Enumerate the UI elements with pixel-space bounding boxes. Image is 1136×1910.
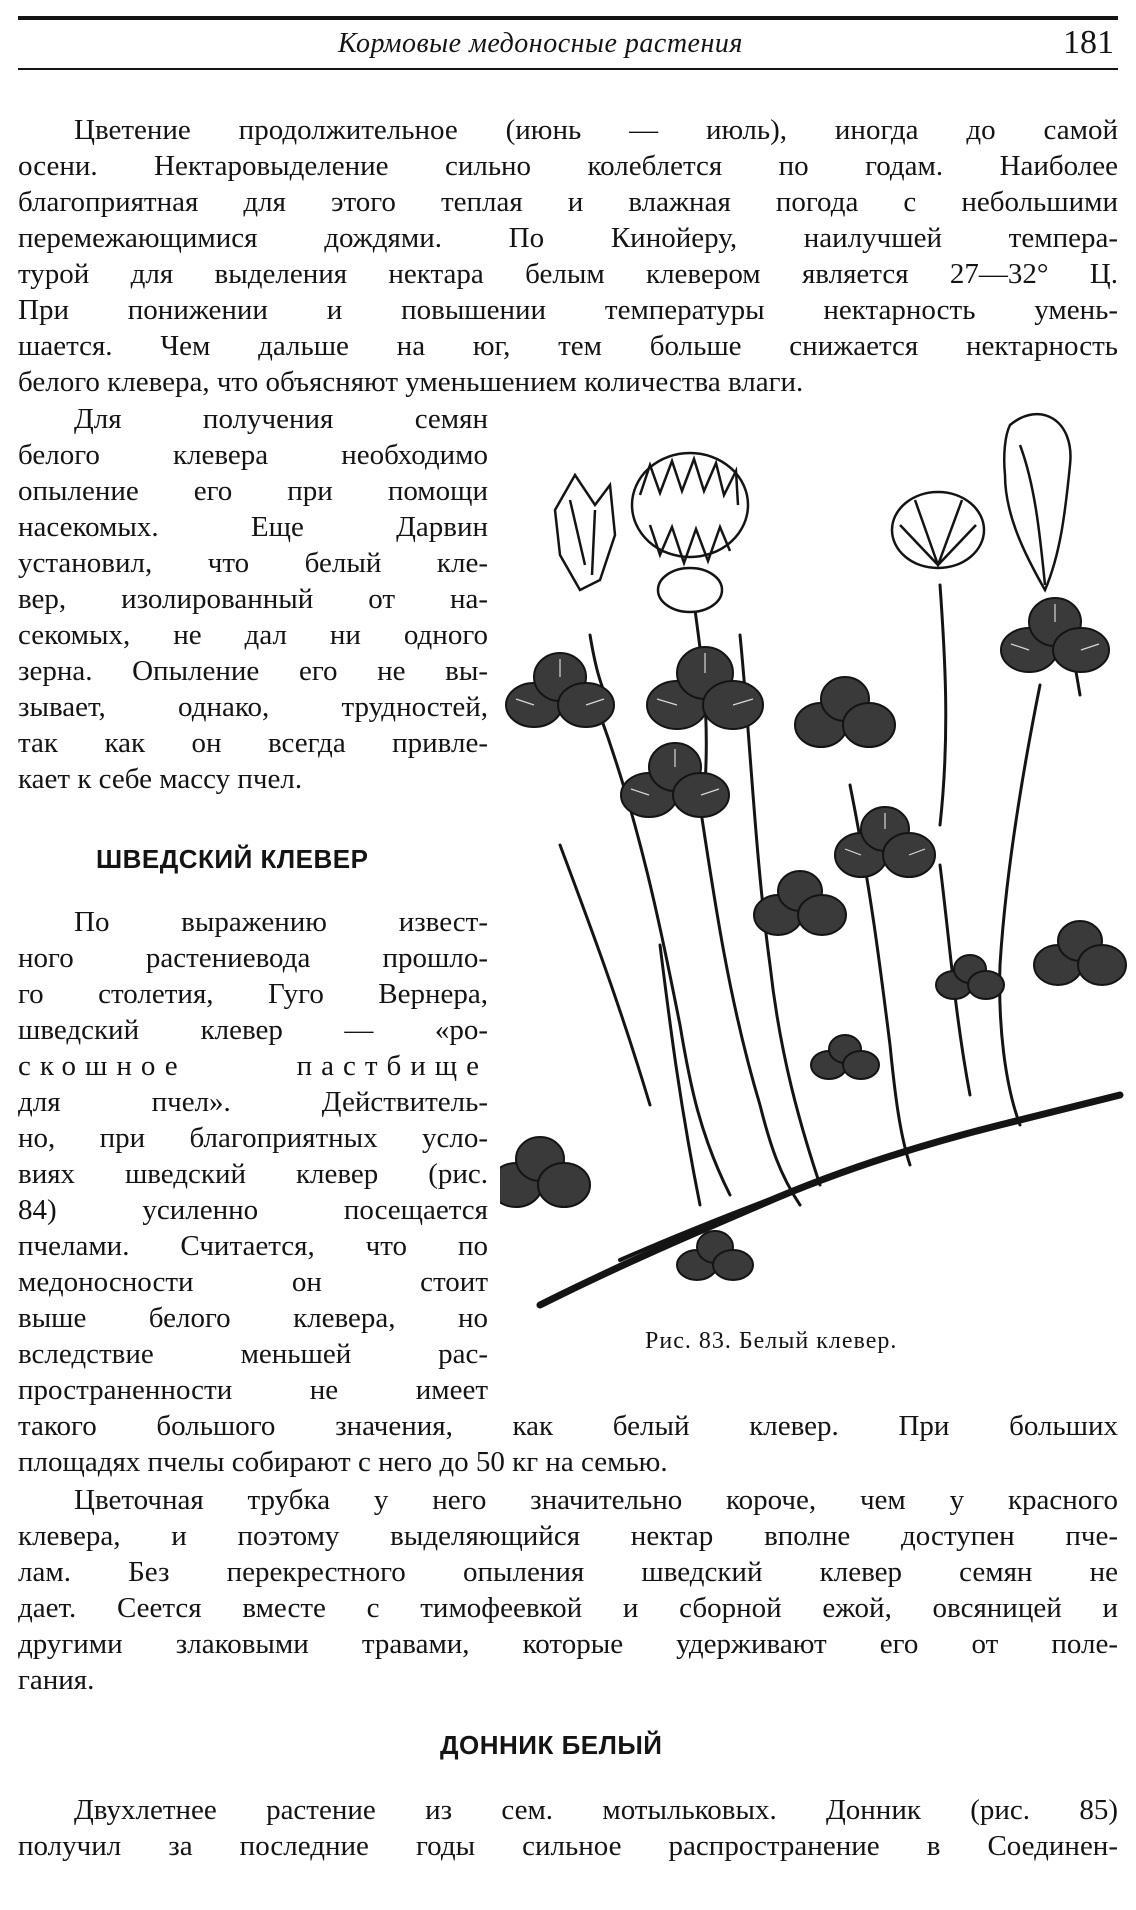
header-rule-bottom (18, 68, 1118, 70)
text-line: пространенности не имеет (18, 1374, 488, 1406)
text-line: площадях пчелы собирают с него до 50 кг на семью. (18, 1446, 668, 1478)
text-line: насекомых. Еще Дарвин (18, 511, 488, 543)
text-line: При понижении и повышении температуры нектарность умень- (18, 294, 1118, 326)
text-line: белого клевера, что объясняют уменьшением количества влаги. (18, 366, 804, 398)
text-line: Цветочная трубка у него значительно короче, чем у красного (74, 1484, 1118, 1516)
text-line: установил, что белый кле- (18, 547, 488, 579)
text-line: вследствие меньшей рас- (18, 1338, 488, 1370)
text-line: зерна. Опыление его не вы- (18, 655, 488, 687)
text-line: 84) усиленно посещается (18, 1194, 488, 1226)
text-line: медоносности он стоит (18, 1266, 488, 1298)
section-heading-swedish-clover: ШВЕДСКИЙ КЛЕВЕР (96, 844, 369, 874)
text-line: клевера, и поэтому выделяющийся нектар вполне доступен пче- (18, 1520, 1118, 1552)
text-line: для пчел». Действитель- (18, 1086, 488, 1118)
section-heading-white-melilot: ДОННИК БЕЛЫЙ (440, 1730, 663, 1760)
text-line: перемежающимися дождями. По Кинойеру, наилучшей темпера- (18, 222, 1118, 254)
text-line: белого клевера необходимо (18, 439, 488, 471)
text-line: так как он всегда привле- (18, 727, 488, 759)
text-line: го столетия, Гуго Вернера, (18, 978, 488, 1010)
text-line: опыление его при помощи (18, 475, 488, 507)
text-line: благоприятная для этого теплая и влажная погода с небольшими (18, 186, 1118, 218)
running-title: Кормовые медоносные растения (338, 28, 743, 59)
text-line: вер, изолированный от на- (18, 583, 488, 615)
text-line: дает. Сеется вместе с тимофеевкой и сборной ежой, овсяницей и (18, 1592, 1118, 1624)
text-line: Для получения семян (74, 403, 488, 435)
text-line: лам. Без перекрестного опыления шведский клевер семян не (18, 1556, 1118, 1588)
text-line: такого большого значения, как белый клевер. При больших (18, 1410, 1118, 1442)
text-line: секомых, не дал ни одного (18, 619, 488, 651)
text-line: Двухлетнее растение из сем. мотыльковых. Донник (рис. 85) (74, 1794, 1118, 1826)
text-line: кает к себе массу пчел. (18, 763, 303, 795)
text-line: но, при благоприятных усло- (18, 1122, 488, 1154)
text-line: скошное пастбище (18, 1050, 488, 1082)
text-line: другими злаковыми травами, которые удерживают его от поле- (18, 1628, 1118, 1660)
text-line: выше белого клевера, но (18, 1302, 488, 1334)
white-clover-illustration (500, 405, 1130, 1310)
text-line: получил за последние годы сильное распространение в Соединен- (18, 1830, 1118, 1862)
figure-caption: Рис. 83. Белый клевер. (645, 1328, 898, 1354)
text-line: По выражению извест- (74, 906, 488, 938)
text-line: ного растениевода прошло- (18, 942, 488, 974)
text-line: осени. Нектаровыделение сильно колеблется по годам. Наиболее (18, 150, 1118, 182)
text-line: гания. (18, 1664, 95, 1696)
text-line: виях шведский клевер (рис. (18, 1158, 488, 1190)
text-line: шведский клевер — «ро- (18, 1014, 488, 1046)
text-line: шается. Чем дальше на юг, тем больше снижается нектарность (18, 330, 1118, 362)
text-line: Цветение продолжительное (июнь — июль), иногда до самой (74, 114, 1118, 146)
text-line: зывает, однако, трудностей, (18, 691, 488, 723)
header-rule-top (18, 16, 1118, 20)
page-number: 181 (1063, 24, 1114, 61)
text-line: пчелами. Считается, что по (18, 1230, 488, 1262)
page-header (18, 8, 1118, 72)
text-line: турой для выделения нектара белым клевером является 27—32° Ц. (18, 258, 1118, 290)
